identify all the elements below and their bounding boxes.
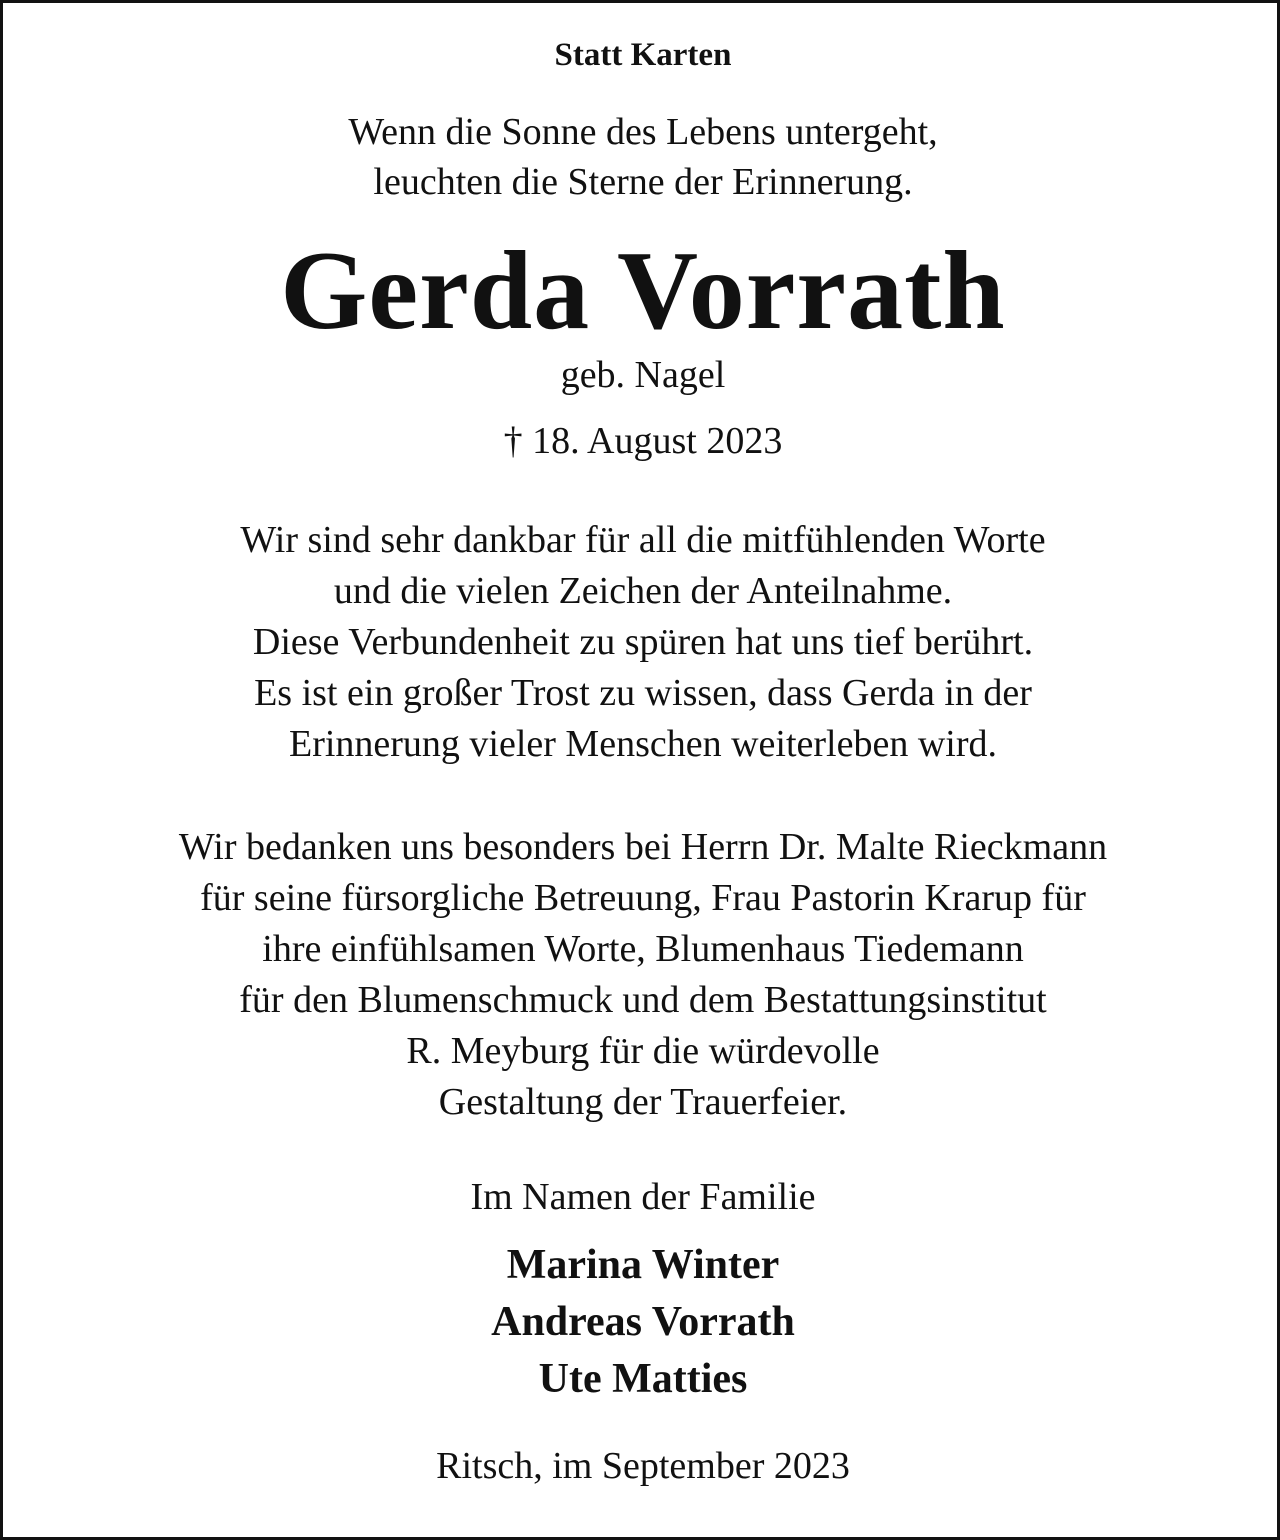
deceased-name: Gerda Vorrath <box>280 229 1006 353</box>
birth-name: geb. Nagel <box>560 354 726 396</box>
thanks-line: für den Blumenschmuck und dem Bestattungsinstitut <box>239 979 1047 1021</box>
thanks-line: R. Meyburg für die würdevolle <box>406 1030 880 1072</box>
signers <box>3 1237 1280 1408</box>
gratitude-line: Es ist ein großer Trost zu wissen, dass Gerda in der <box>254 672 1032 714</box>
gratitude-line: Erinnerung vieler Menschen weiterleben wird. <box>288 723 997 765</box>
family-intro: Im Namen der Familie <box>470 1176 816 1218</box>
gratitude-line: Wir sind sehr dankbar für all die mitfühlenden Worte <box>240 519 1046 561</box>
motto-line: leuchten die Sterne der Erinnerung. <box>373 161 913 203</box>
signer-name: Marina Winter <box>506 1242 780 1288</box>
place-date: Ritsch, im September 2023 <box>436 1445 850 1487</box>
thanks-line: ihre einfühlsamen Worte, Blumenhaus Tiedemann <box>262 928 1024 970</box>
thanks-line: Wir bedanken uns besonders bei Herrn Dr. Malte Rieckmann <box>178 826 1108 868</box>
death-date: † 18. August 2023 <box>503 420 783 462</box>
gratitude-line: und die vielen Zeichen der Anteilnahme. <box>333 570 953 612</box>
thanks-line: für seine fürsorgliche Betreuung, Frau Pastorin Krarup für <box>200 877 1086 919</box>
thanks-line: Gestaltung der Trauerfeier. <box>438 1081 848 1123</box>
motto-line: Wenn die Sonne des Lebens untergeht, <box>348 111 938 153</box>
gratitude-line: Diese Verbundenheit zu spüren hat uns tief berührt. <box>252 621 1034 663</box>
gratitude-paragraph <box>3 515 1280 770</box>
signer-name: Andreas Vorrath <box>491 1299 795 1345</box>
motto <box>3 107 1280 207</box>
header-label: Statt Karten <box>554 37 732 73</box>
thanks-paragraph <box>3 822 1280 1128</box>
signer-name: Ute Matties <box>538 1356 748 1402</box>
